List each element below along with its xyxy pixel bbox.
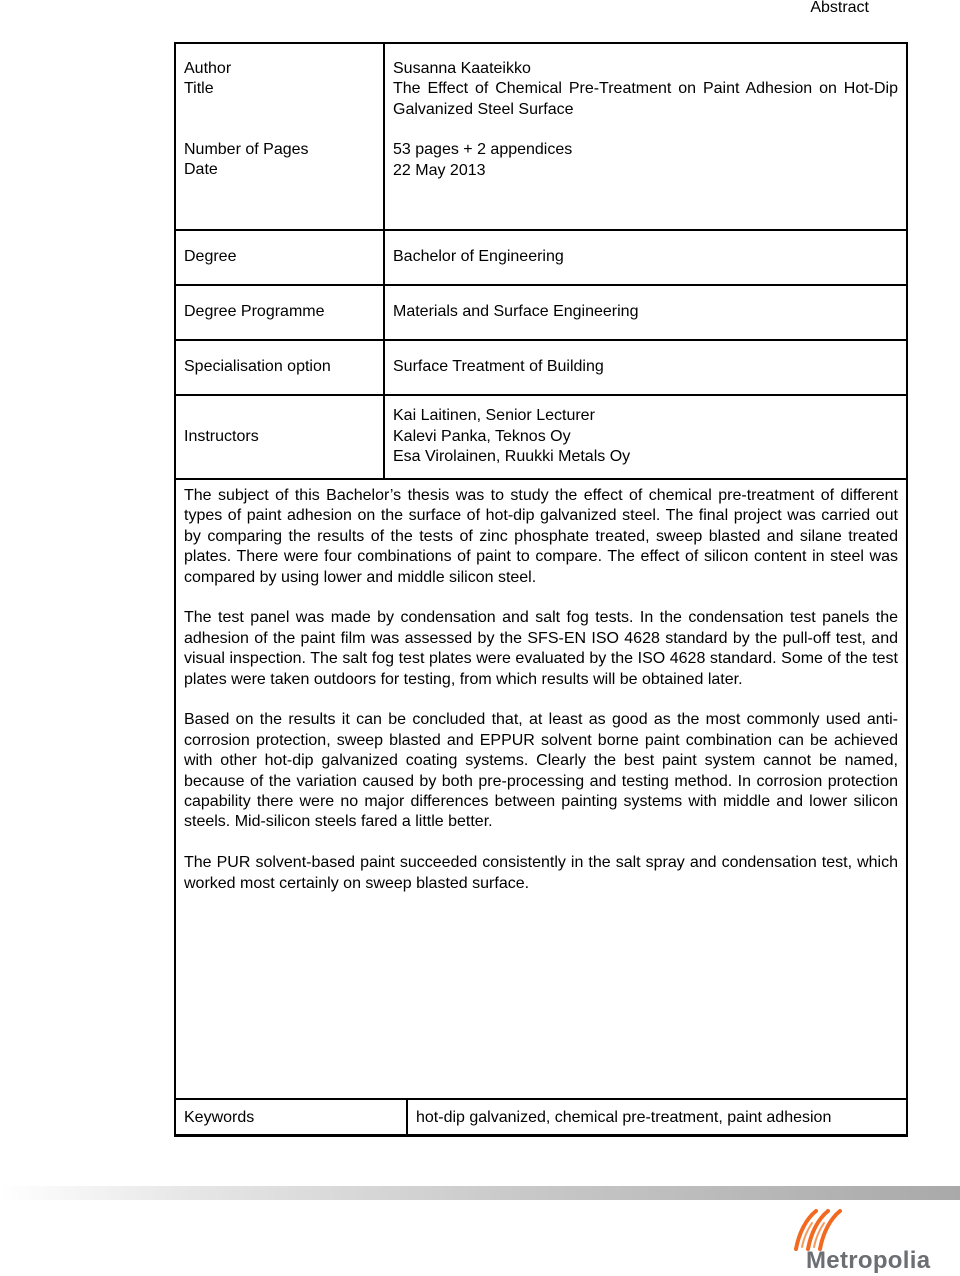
title-value: The Effect of Chemical Pre-Treatment on Paint Adhesion on Hot-Dip Galvanized Steel Surface [393,80,898,118]
degree-value: Bachelor of Engineering [384,230,907,285]
keywords-label: Keywords [175,1099,407,1136]
instructor-item: Kai Laitinen, Senior Lecturer [393,407,595,425]
degree-label: Degree [175,230,384,285]
author-label: Author [184,60,232,77]
date-label: Date [184,161,218,179]
date-value: 22 May 2013 [393,161,486,179]
abstract-paragraph: The PUR solvent-based paint succeeded consistently in the salt spray and condensation test, which worked most certainly on sweep blasted surface. [184,854,898,892]
degree-row [175,230,907,285]
abstract-paragraph: Based on the results it can be concluded that, at least as good as the most commonly used anti-corrosion protection, sweep blasted and EPPUR solvent borne paint combination can be achieved with other hot-dip galvanized coating systems. Clearly the best paint system cannot be named, because of the variation caused by both pre-processing and testing method. In corrosion protection capability there were no major differences between painting systems with middle and lower silicon steels. Mid-silicon steels fared a little better. [184,711,898,831]
keywords-value: hot-dip galvanized, chemical pre-treatment, paint adhesion [407,1099,907,1136]
author-title-row [175,43,907,230]
metropolia-logo-icon [790,1207,850,1251]
abstract-row [175,479,907,1135]
programme-row [175,285,907,340]
instructors-value [384,395,907,479]
pages-value: 53 pages + 2 appendices [393,141,573,159]
programme-label: Degree Programme [175,285,384,340]
specialisation-label: Specialisation option [175,340,384,395]
abstract-paragraph: The subject of this Bachelor’s thesis was to study the effect of chemical pre-treatment of different types of paint adhesion on the surface of hot-dip galvanized steel. The final project was carried out by comparing the results of the tests of zinc phosphate treated, sweep blasted and silane treated plates. There were four combinations of paint to compare. The effect of silicon content in steel was compared by using lower and middle silicon steel. [184,487,898,586]
programme-value: Materials and Surface Engineering [384,285,907,340]
abstract-body [175,479,907,1135]
specialisation-row [175,340,907,395]
instructor-item: Kalevi Panka, Teknos Oy [393,427,571,445]
instructors-label: Instructors [175,395,384,479]
thesis-info-table [174,42,908,1136]
footer-gradient-bar [0,1186,960,1200]
specialisation-value: Surface Treatment of Building [384,340,907,395]
instructors-row [175,395,907,479]
metropolia-logo-text: Metropolia [806,1247,931,1274]
instructor-item: Esa Virolainen, Ruukki Metals Oy [393,448,631,466]
author-title-values [384,43,907,230]
keywords-table [174,1098,908,1137]
keywords-row [175,1099,907,1136]
page-header: Abstract [810,0,869,16]
pages-label: Number of Pages [184,140,309,158]
title-label: Title [184,80,214,98]
author-title-labels [175,43,384,230]
author-value: Susanna Kaateikko [393,60,531,77]
abstract-paragraph: The test panel was made by condensation and salt fog tests. In the condensation test panels the adhesion of the paint film was assessed by the SFS-EN ISO 4628 standard by the pull-off test, and visual inspection. The salt fog test plates were evaluated by the ISO 4628 standard. Some of the test plates were taken outdoors for testing, from which results will be obtained later. [184,609,898,688]
